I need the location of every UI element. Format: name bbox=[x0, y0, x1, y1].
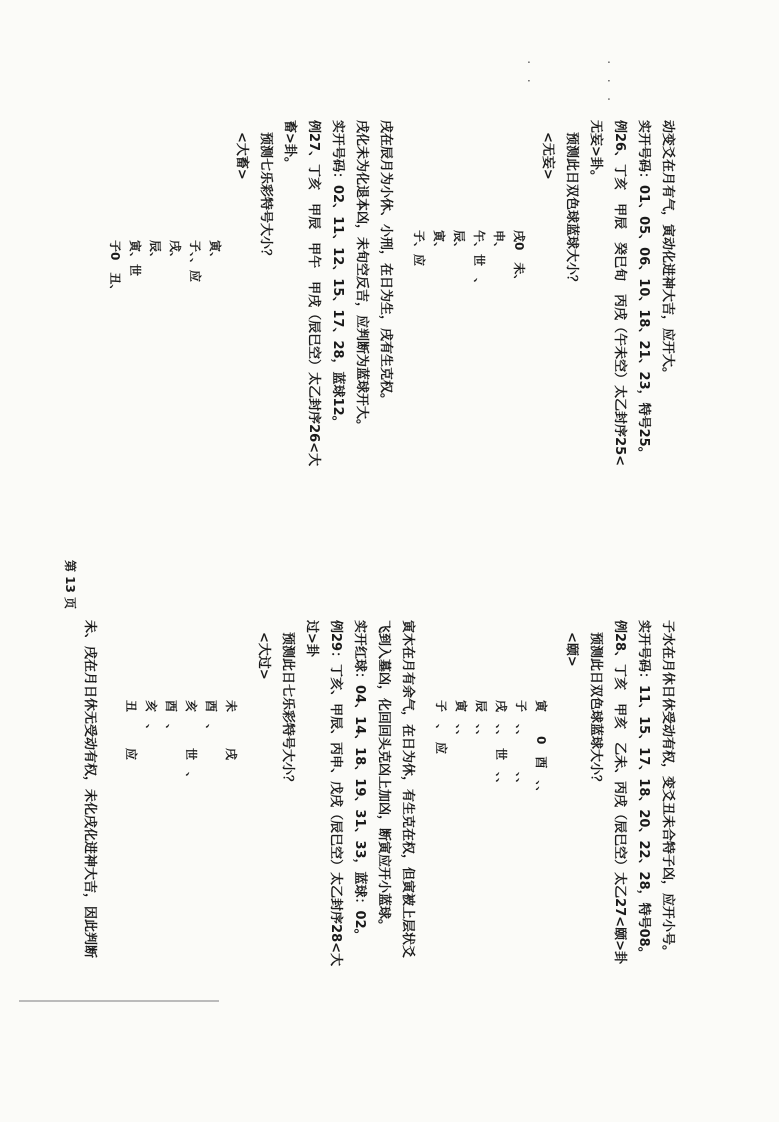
text-line: 预测七乐彩特号大小？ bbox=[258, 132, 273, 263]
scan-artifact: · · bbox=[520, 60, 536, 83]
hex-line: 寅、 bbox=[432, 230, 446, 255]
text-line: 预测此日双色球蓝球大小？ bbox=[588, 632, 603, 789]
hexagram-name: <无妄> bbox=[540, 132, 555, 180]
hex-line: 寅、 bbox=[208, 240, 222, 265]
text-line: 寅木在月有余气，在日为休，有生克在权，但寅被上层状爻 bbox=[400, 620, 415, 959]
hex-line: 亥 、 bbox=[144, 700, 158, 737]
text-line: 实开号码：01、05、06、10、18、21、23，特号25。 bbox=[636, 120, 651, 460]
text-line: 畜>卦。 bbox=[282, 120, 297, 170]
hexagram-block-2 bbox=[105, 200, 225, 296]
text-line: 未、戌在月日休无受动有权，未化戌化进神大吉，因此判断 bbox=[82, 620, 97, 959]
left-column bbox=[535, 120, 679, 466]
hex-line: 亥 世 、 bbox=[184, 700, 198, 785]
hexagram-name: <大畜> bbox=[234, 132, 249, 180]
text-line: 动变爻在月有气，寅动化进神大吉，应开大。 bbox=[660, 120, 675, 381]
text-line: 戌在辰月为小休、小刑，在日为生，戌有生克权。 bbox=[378, 120, 393, 407]
text-line: 例29：丁亥、甲辰、丙申、戊戌（辰巳空）太乙封序28<大 bbox=[328, 620, 343, 967]
hex-line: 寅 、、 bbox=[454, 700, 468, 743]
scan-artifact: · · · bbox=[600, 60, 616, 102]
text-line: 无妄>卦。 bbox=[588, 120, 603, 183]
hex-line: 寅 0 酉 、、 bbox=[534, 700, 548, 799]
text-line: 实开红球：04、14、18、19、31、33，蓝球：02。 bbox=[352, 620, 367, 942]
text-line: 戌化未为化退本凶，未旬空反吉，应判断为蓝球开大。 bbox=[354, 120, 369, 433]
hexagram-block-1 bbox=[409, 190, 529, 290]
page-number: 第 13 页 bbox=[63, 560, 77, 610]
hexagram-block-3 bbox=[431, 660, 551, 798]
hexagram-name: <大过> bbox=[256, 632, 271, 680]
text-line: 飞到入墓凶，化回回头克凶上加凶，断寅应开小蓝球。 bbox=[376, 620, 391, 933]
right-column-last bbox=[77, 620, 101, 958]
hex-line: 申、 bbox=[492, 230, 506, 255]
text-line: 预测此日七乐彩特号大小？ bbox=[280, 632, 295, 789]
hexagram-name: <颐> bbox=[564, 632, 579, 667]
text-line: 例26、丁亥 甲辰 癸巳旬 丙戌（午未空）太乙封序25< bbox=[612, 120, 627, 467]
hex-line: 戌0 未、 bbox=[512, 230, 526, 287]
hex-line: 子、、应 bbox=[188, 240, 202, 283]
hex-line: 丑 应 bbox=[124, 700, 138, 761]
hex-line: 子、应 bbox=[412, 230, 426, 267]
right-column-2 bbox=[251, 620, 419, 966]
text-line: 实开号码：11、15、17、18、20、22、28，特号08。 bbox=[636, 620, 651, 960]
hex-line: 子0 丑、 bbox=[108, 240, 122, 297]
right-column bbox=[559, 620, 679, 964]
text-line: 实开号码：02、11、12、15、17、28，蓝球12。 bbox=[330, 120, 345, 429]
scan-edge-line bbox=[19, 1000, 219, 1002]
hex-line: 子 、、 、、 bbox=[514, 700, 528, 791]
hex-line: 辰、 bbox=[452, 230, 466, 255]
hex-line: 午、世 、 bbox=[472, 230, 486, 291]
hex-line: 戌、 bbox=[168, 240, 182, 265]
hex-line: 酉 、 bbox=[164, 700, 178, 737]
hex-line: 辰 、、 bbox=[474, 700, 488, 743]
hex-line: 子 、 应 bbox=[434, 700, 448, 755]
hexagram-block-4 bbox=[121, 660, 241, 784]
hex-line: 寅、世 bbox=[128, 240, 142, 277]
text-line: 过>卦 bbox=[304, 620, 319, 657]
text-line: 例28、丁亥 甲亥 乙未、丙戌（辰巳空）太乙27<颐>卦 bbox=[612, 620, 627, 964]
hex-line: 酉 、 bbox=[204, 700, 218, 737]
text-line: 例27、丁亥 甲辰 甲午 甲戌（辰巳空）太乙封序26<大 bbox=[306, 120, 321, 467]
hex-line: 戌 、、 世 、、 bbox=[494, 700, 508, 791]
left-column-2 bbox=[229, 120, 397, 466]
text-line: 预测此日双色球蓝球大小？ bbox=[564, 132, 579, 289]
hex-line: 未 戌 bbox=[224, 700, 238, 761]
text-line: 子水在月休日休受动有权，变爻丑未合特子凶，应开小号。 bbox=[660, 620, 675, 959]
hex-line: 辰、 bbox=[148, 240, 162, 265]
